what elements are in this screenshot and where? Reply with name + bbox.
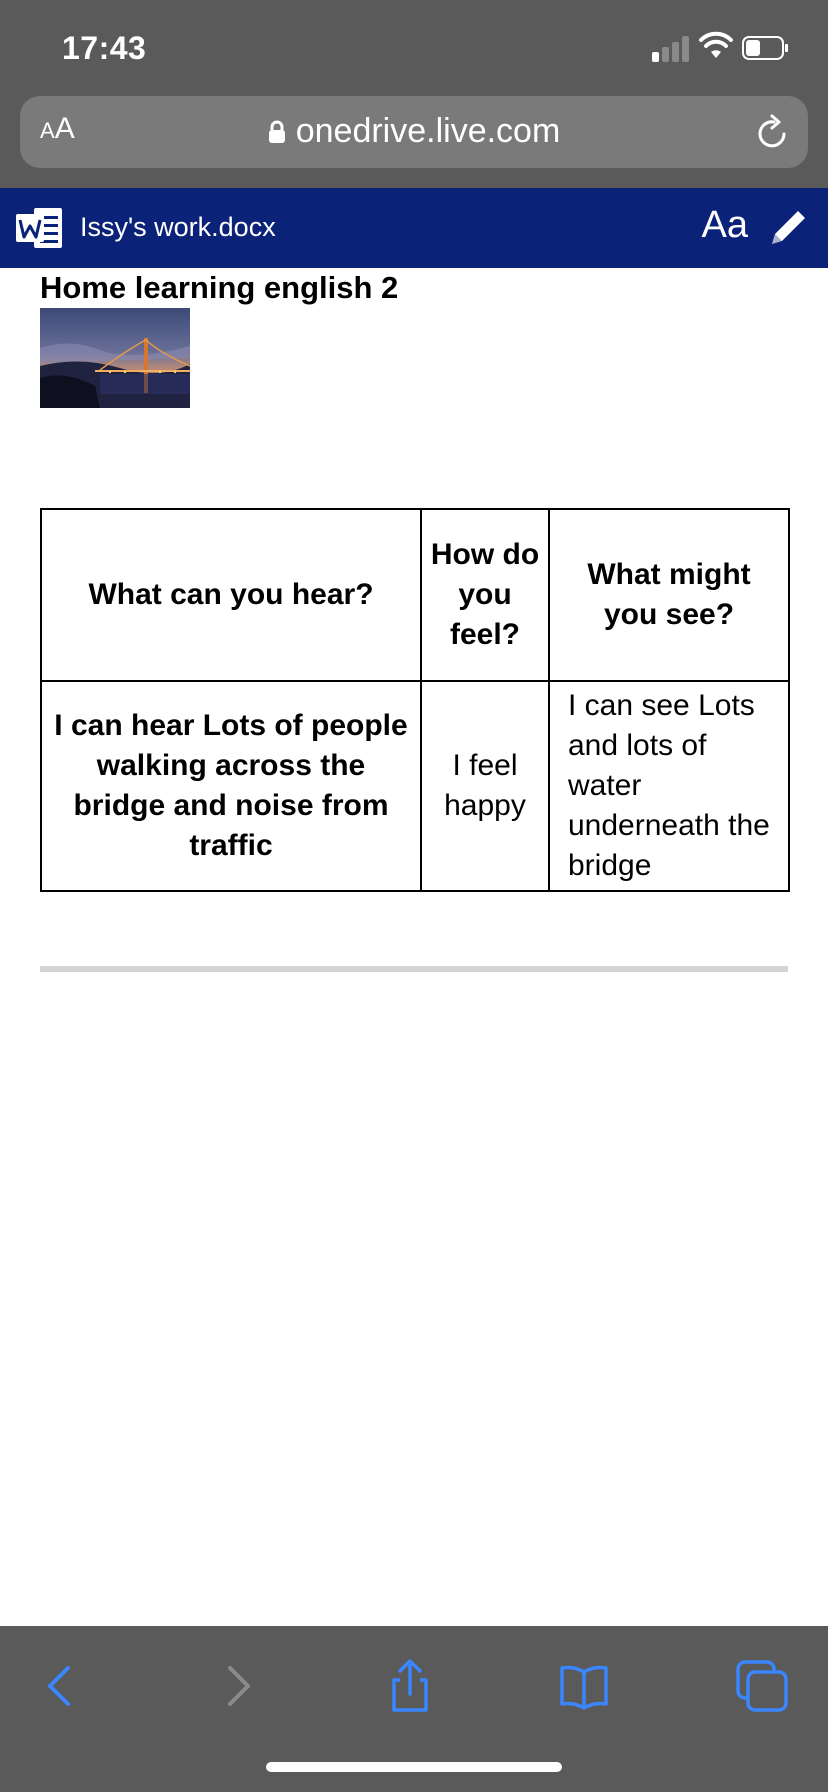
table-header-row (41, 509, 789, 681)
lock-icon (268, 120, 286, 144)
url-text: onedrive.live.com (295, 112, 561, 150)
share-icon[interactable] (380, 1656, 440, 1716)
word-logo-icon (16, 206, 64, 250)
table-cell: I can hear Lots of people walking across the bridge and noise from traffic (41, 681, 421, 891)
table-cell: I can see Lots and lots of water underneath the bridge (549, 681, 789, 891)
back-icon[interactable] (32, 1656, 92, 1716)
header-cell: What might you see? (549, 509, 789, 681)
url-display[interactable] (20, 112, 808, 151)
document-title: Issy's work.docx (80, 212, 276, 242)
edit-pencil-icon[interactable] (766, 206, 810, 250)
forward-icon[interactable] (206, 1656, 266, 1716)
document-table (40, 508, 790, 892)
page-divider (40, 966, 788, 972)
bookmarks-icon[interactable] (554, 1656, 614, 1716)
table-row (41, 681, 789, 891)
header-cell: How do you feel? (421, 509, 549, 681)
tabs-icon[interactable] (732, 1656, 792, 1716)
cellular-signal-icon (652, 34, 692, 62)
document-heading: Home learning english 2 (40, 270, 399, 305)
table-cell: I feel happy (421, 681, 549, 891)
status-time: 17:43 (62, 30, 147, 66)
bridge-photo (40, 308, 190, 408)
word-header (0, 188, 828, 268)
reload-icon[interactable] (754, 112, 792, 152)
golden-gate-bridge-image (40, 308, 190, 408)
home-indicator[interactable] (266, 1762, 562, 1772)
address-bar[interactable] (20, 96, 808, 168)
header-cell: What can you hear? (41, 509, 421, 681)
wifi-icon (698, 30, 734, 60)
text-size-button[interactable]: AA (40, 112, 75, 145)
battery-icon (742, 36, 788, 60)
status-bar (0, 0, 828, 92)
font-settings-button[interactable]: Aa (701, 204, 748, 246)
